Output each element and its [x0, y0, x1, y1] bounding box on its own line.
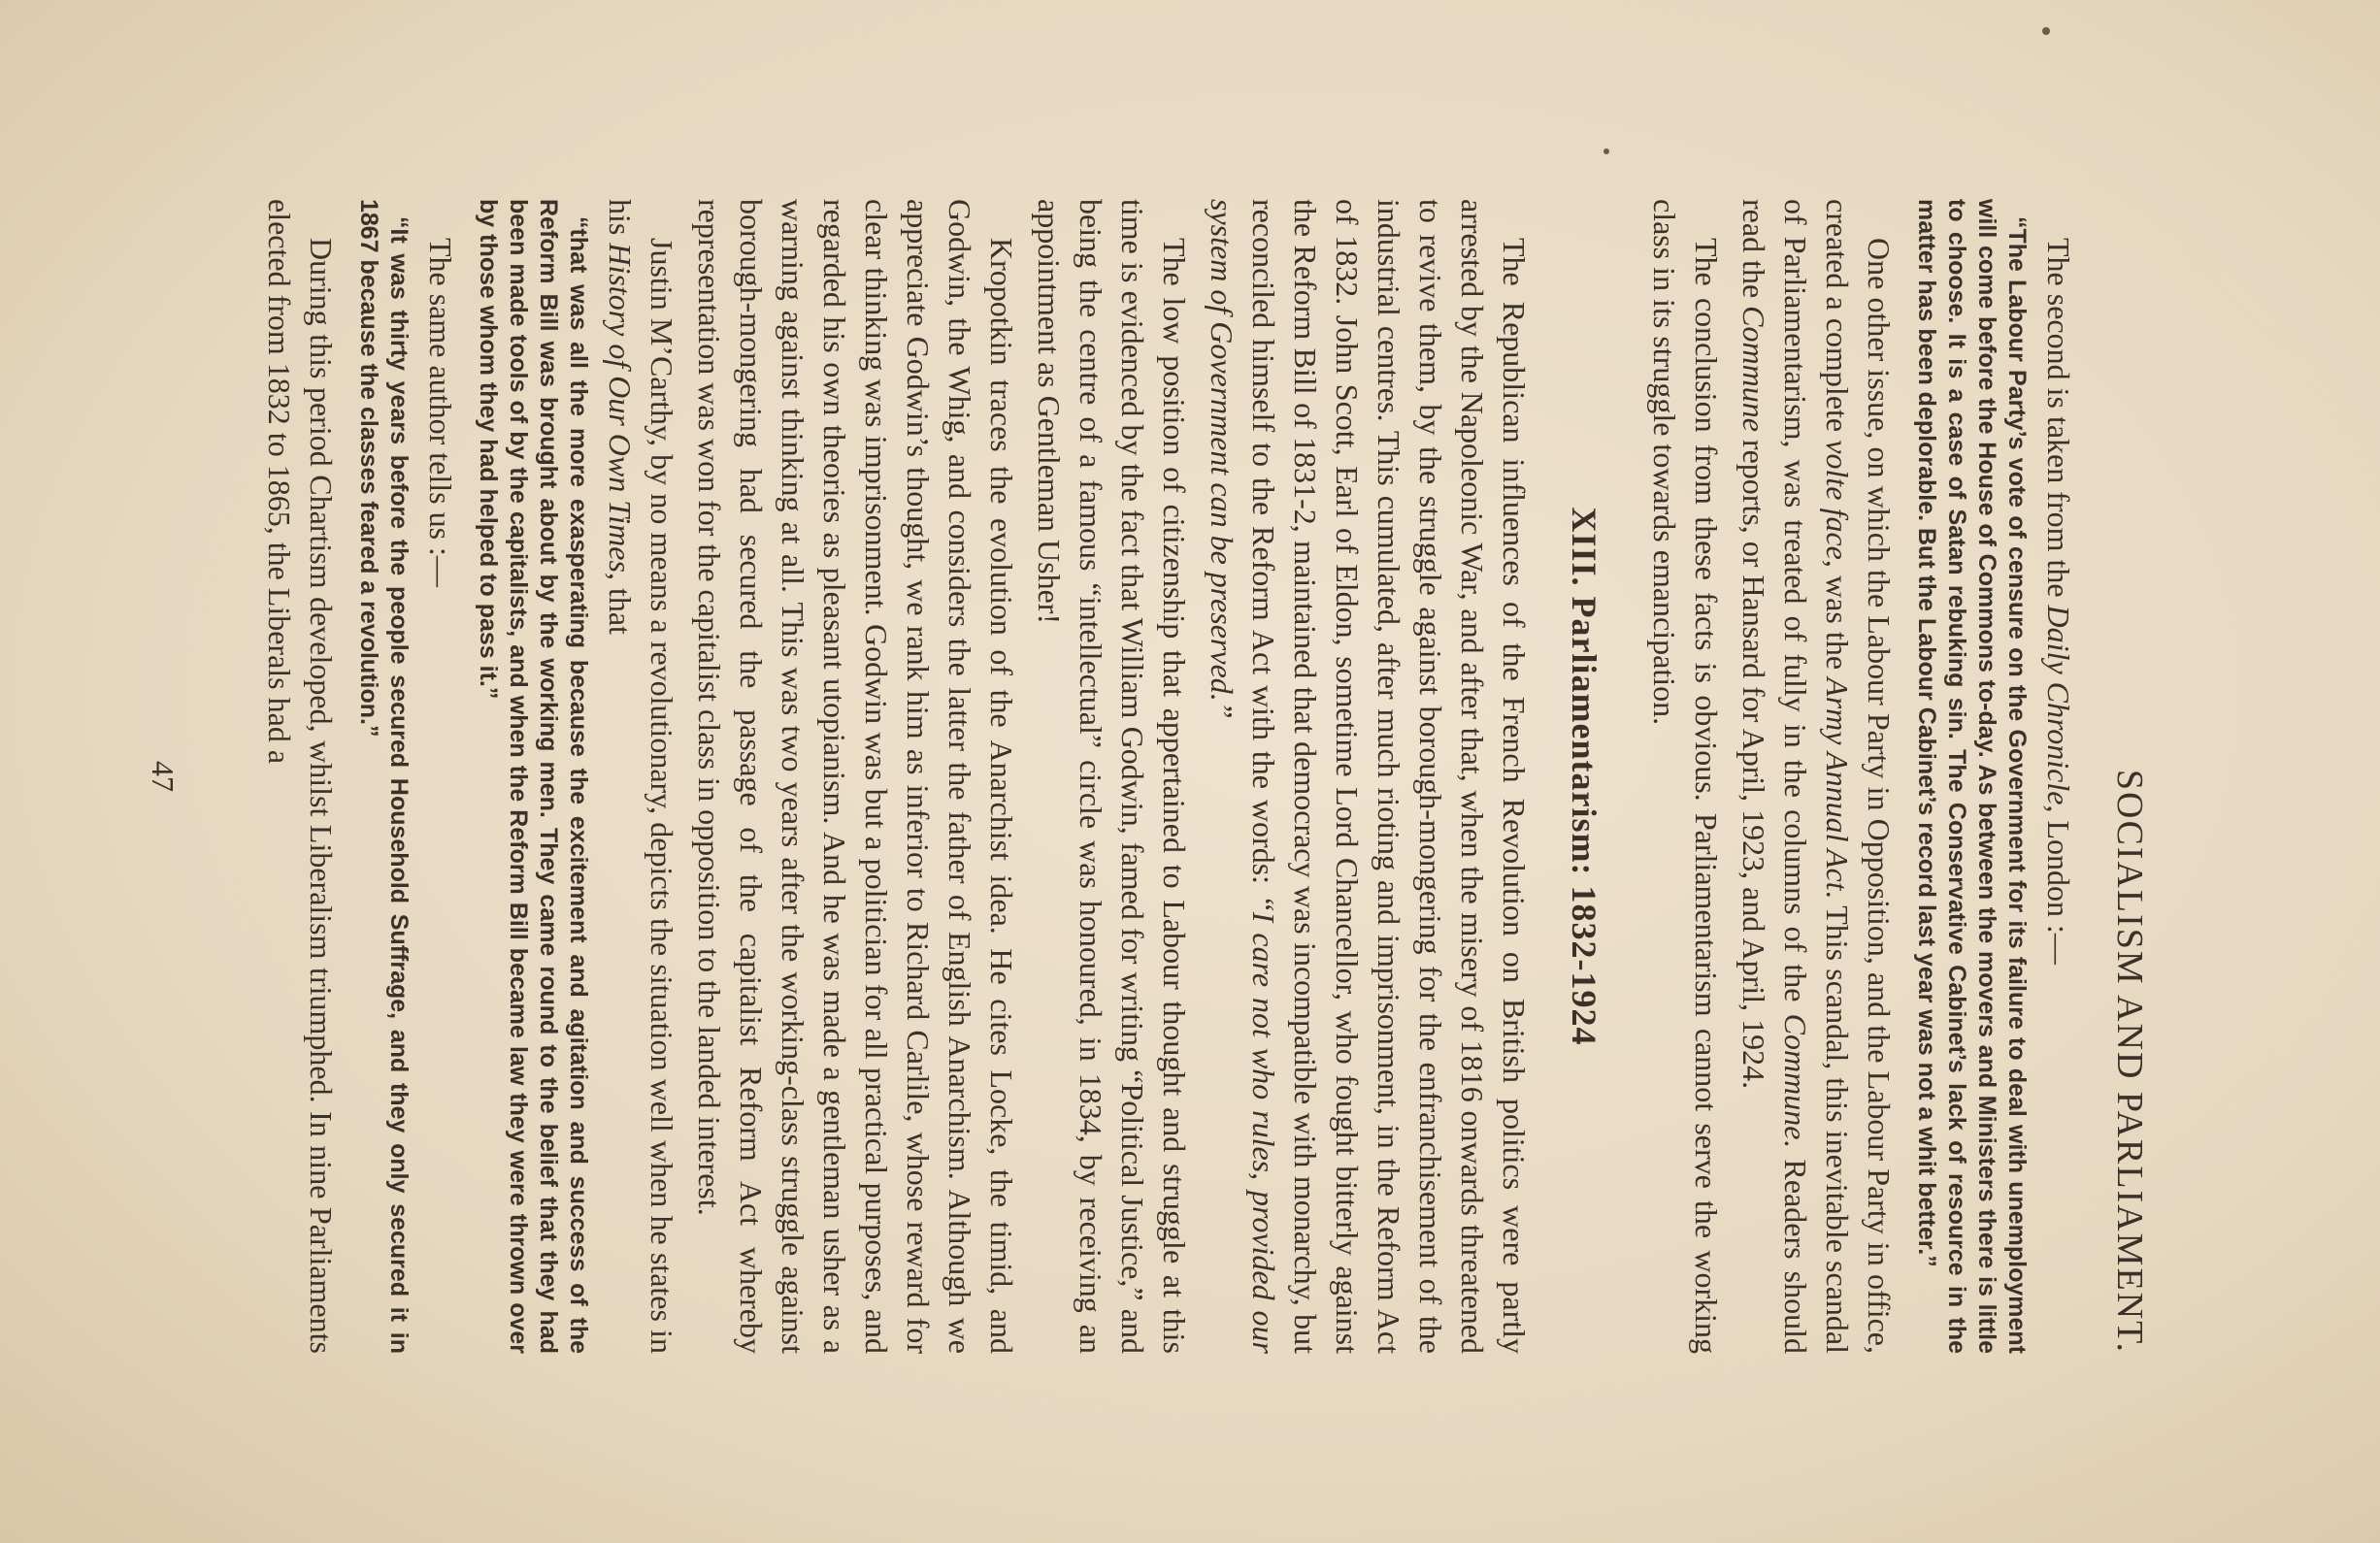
section-title: XIII. Parliamentarism: 1832-1924 [1565, 507, 1603, 1046]
quotation: “The Labour Party’s vote of censure on the Government for its failure to deal with unemployment will come before the House of Commons to-day. As between the movers and Ministers there is little to choose. It is a case of Satan rebuking sin. The Conservative Cabinet’s lack of resource in the matter has been deplorable. But the Labour Cabinet’s record last year was not a whit better.” [1913, 199, 2031, 1354]
paragraph: The conclusion from these facts is obvious. Parliamentarism cannot serve the working class in its struggle towards emancipation. [1647, 199, 1724, 1354]
paragraph [1733, 199, 1900, 1354]
paragraph: The same author tells us :— [423, 238, 458, 587]
text: One other issue, on which the Labour Party in Opposition, and the Labour Party in office, created a complete [1820, 199, 1897, 1354]
text: The Republican influences of the French Revolution on British politics were partly arrested by the Napoleonic War, and after that, when the misery of 1816 onwards threatened to revive them, by the struggle against borough-mongering for the enfranchisement of the industrial centres. This cumulated, after much rioting and imprisonment, in the Reform Act of 1832. John Scott, Earl of Eldon, sometime Lord Chancellor, who fought bitterly against the Reform Bill of 1831-2, maintained that democracy was incompatible with monarchy, but reconciled himself to the Reform Act with the words: [1246, 199, 1532, 1354]
text: , that [603, 572, 638, 635]
paper-blemish [2042, 27, 2050, 35]
book-page [103, 82, 2277, 1461]
text: The second is taken from the [2041, 238, 2076, 606]
paragraph [2037, 199, 2079, 1354]
paragraph: During this period Chartism developed, whilst Liberalism triumphed. In nine Parliaments elected from 1832 to 1865, the Liberals had a [262, 199, 339, 1354]
italic-term: Commune [1736, 306, 1771, 432]
paper-blemish [1603, 148, 1609, 154]
text: , was the [1820, 559, 1855, 678]
paragraph [1201, 199, 1535, 1354]
paragraph: Kropotkin traces the evolution of the Anarchist idea. He cites Locke, the timid, and Godwin, the Whig, and considers the latter the father of English Anarchism. Although we appreciate Godwin’s thought, we rank him as inferior to Richard Carlile, whose reward for clear thinking was imprisonment. Godwin was but a politician for all practical purposes, and regarded his own theories as pleasant utopianism. And he was made a gentleman usher as a warning against thinking at all. This was two years after the working-class struggle against borough-mongering had secured the passage of the capitalist Reform Act whereby representation was won for the capitalist class in opposition to the landed interest. [692, 199, 1019, 1354]
paragraph: The low position of citizenship that appertained to Labour thought and struggle at this time is evidenced by the fact that William Godwin, famed for writing “Political Justice,” and being the centre of a famous “intellectual” circle was honoured, in 1834, by receiving an appointment as Gentleman Usher! [1032, 199, 1192, 1354]
italic-term: Army Annual Act [1820, 677, 1855, 891]
italic-term: Commune [1778, 1013, 1813, 1140]
text: . Readers should read the [1736, 199, 1813, 1355]
paragraph [599, 199, 682, 1354]
quotation: “It was thirty years before the people secured Household Suffrage, and they only secured it in 1867 because the classes feared a revolution.” [355, 199, 413, 1354]
text: . This scandal, this inevitable scandal of Parliamentarism, was treated of fully in the columns of the [1778, 199, 1855, 1355]
text: , London :— [2041, 804, 2076, 965]
italic-title: Daily Chronicle [2041, 605, 2076, 805]
quotation: “that was all the more exasperating because the excitement and agitation and success of the Reform Bill was brought about by the working men. They came round to the belief that they had been made tools of by the capitalists, and when the Reform Bill became law they were thrown over by those whom they had helped to pass it.” [475, 199, 592, 1354]
italic-title: History of Our Own Times [603, 243, 638, 573]
text: reports, or Hansard for April, 1923, and April, 1924. [1736, 431, 1771, 1090]
italic-term: volte face [1820, 440, 1855, 560]
page-number: 47 [146, 761, 181, 792]
running-head: SOCIALISM AND PARLIAMENT. [2109, 769, 2150, 1354]
text: Justin M’Carthy, by no means a revolutionary, depicts the situation well when he states in his [603, 199, 679, 1354]
italic-quote: “I care not who rules, provided our system of Government can be preserved.” [1205, 199, 1281, 1355]
